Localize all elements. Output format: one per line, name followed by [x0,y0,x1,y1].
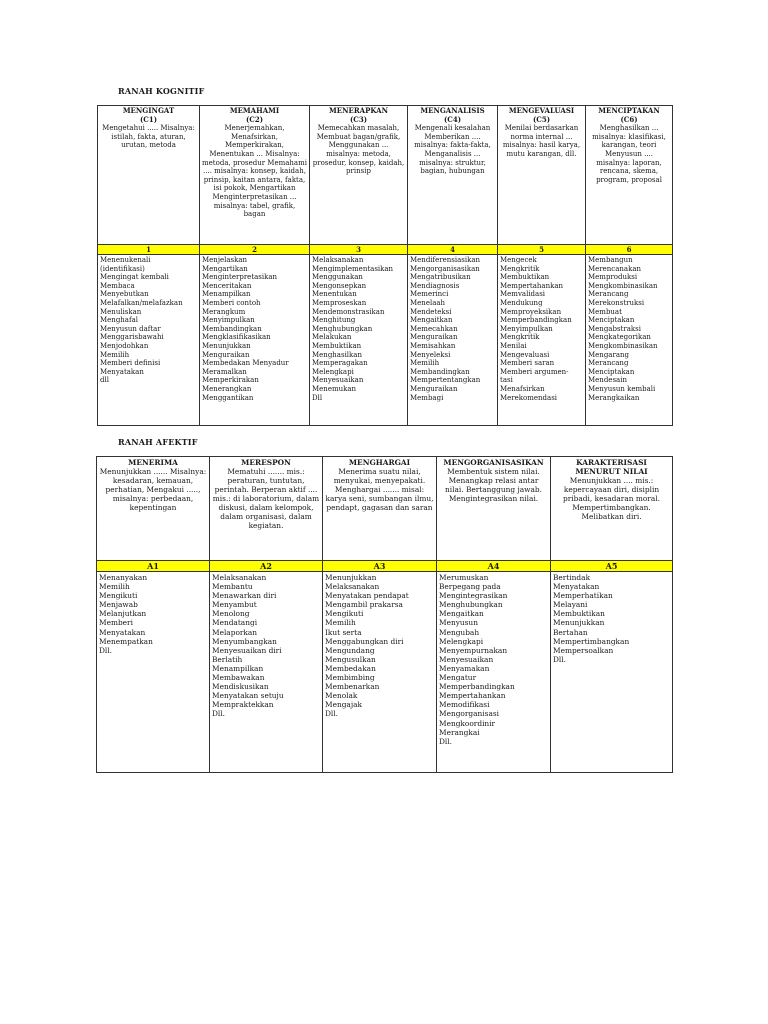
verb-item: Mengevaluasi [500,350,550,359]
verb-item: Menjawab [99,600,138,610]
verb-item: Mengaitkan [439,609,484,619]
verb-item: Memberi contoh [202,298,261,307]
column-header-5 [498,106,586,245]
verb-item: Mengambil prakarsa [325,600,403,610]
verb-item: Memperkirakan [202,376,259,385]
verb-item: Menyesuaikan diri [212,645,282,655]
verb-item: Menguraikan [202,350,250,359]
verb-item: Mendiskusikan [212,682,269,692]
verb-item: Membandingkan [202,324,262,333]
verb-list [310,255,408,426]
level-label: 1 [98,245,200,255]
verb-item: Mengkoordinir [439,718,496,728]
verb-item: Mengorganisasi [439,709,500,719]
verb-item: Menyusun [439,618,478,628]
verb-item: Membawakan [212,673,265,683]
verb-item: Membedakan Menyadur [202,359,289,368]
afektif-table [96,456,673,773]
verb-item: Menyimpulkan [202,316,255,325]
verb-item: Menginterpretasikan [202,273,278,282]
verb-item: Memproyeksikan [500,307,562,316]
verb-item: Menghafal [100,316,138,325]
column-description: Menerima suatu nilai, menyukai, menyepakati. Menghargai ....... misal: karya seni, sumbangan ilmu, pendapt, gagasan dan saran [325,467,434,512]
verb-item: Membaca [100,281,135,290]
verb-item: Mendiagnosis [410,281,460,290]
kognitif-title: RANAH KOGNITIF [118,86,205,96]
verb-item: Menunjukkan [202,341,251,350]
level-label: A1 [97,561,210,572]
verb-list [98,255,200,426]
verb-item: Memilih [99,582,130,592]
verb-item: Dll. [99,645,113,655]
level-label: A4 [437,561,551,572]
verb-item: Mengusulkan [325,654,376,664]
verb-item: Melengkapi [439,636,484,646]
verb-item: Menguraikan [410,384,458,393]
verb-item: Memperbandingkan [439,682,515,692]
verb-list [408,255,498,426]
verb-item: Menciptakan [588,367,635,376]
level-label: 5 [498,245,586,255]
verb-item: Mendatangi [212,618,258,628]
verb-item: Menyeleksi [410,350,451,359]
column-description: Menunjukkan ...... Misalnya: kesadaran, kemauan, perhatian, Mengakui ....., misalnya: perbedaan, kepentingan [99,467,207,512]
verb-item: Dll. [325,709,339,719]
verb-item: Mempertahankan [500,281,564,290]
verb-item: Memvalidasi [500,290,546,299]
column-header-6 [586,106,673,245]
verb-item: Memproseskan [312,298,367,307]
verb-item: Mengikuti [99,591,138,601]
kognitif-verb-row [98,255,673,426]
verb-item: Menguraikan [410,333,458,342]
verb-item: Melayani [553,600,588,610]
verb-item: Membuat [588,307,622,316]
verb-item: Memisahkan [410,341,456,350]
verb-item: Mengkategorikan [588,333,651,342]
verb-item: Mengkritik [500,333,540,342]
verb-item: Menghitung [312,316,356,325]
verb-item: Mengundang [325,645,375,655]
verb-item: Melanjutkan [99,609,147,619]
column-header-1 [98,106,200,245]
verb-item: Menyatakan [100,367,144,376]
column-header-1 [97,457,210,561]
verb-item: Memberi argumen- [500,367,569,376]
column-code: (C1) [139,114,158,124]
verb-item: Menyumbangkan [212,636,277,646]
verb-item: Menolak [325,691,358,701]
level-label: A5 [551,561,673,572]
verb-item: Membagi [410,393,444,402]
verb-item: Merancang [588,359,629,368]
verb-item: Mengonsepkan [312,281,367,290]
verb-item: Menyatakan [553,582,600,592]
verb-item: Mengkombinasikan [588,341,658,350]
verb-item: Menyesuaikan [439,654,494,664]
column-name: MEMAHAMI [229,106,280,115]
verb-item: Dll. [553,654,567,664]
verb-list [323,572,437,773]
verb-item: Menyamakan [439,663,490,673]
column-name: MENGINGAT [122,106,175,115]
column-header-2 [200,106,310,245]
verb-item: dll [100,376,109,385]
verb-item: Membedakan [325,663,376,673]
verb-item: Mengimplementasikan [312,264,394,273]
afektif-header-row [97,457,673,561]
verb-item: Memecahkan [410,324,458,333]
verb-item: Mengatur [439,673,477,683]
column-code: (C3) [349,114,368,124]
verb-item: Mempertentangkan [410,376,481,385]
verb-item: Mengatribusikan [410,273,471,282]
verb-item: Berpegang pada [439,582,501,592]
verb-item: Menuliskan [100,307,142,316]
verb-item: Menghubungkan [312,324,373,333]
verb-item: Mempraktekkan [212,700,274,710]
verb-item: Menyesuaikan [312,376,364,385]
verb-item: Bertahan [553,627,588,637]
verb-item: Berlatih [212,654,243,664]
verb-item: Menyebutkan [100,290,149,299]
verb-list [437,572,551,773]
verb-item: Menyusun kembali [588,384,656,393]
verb-list [551,572,673,773]
verb-item: Menafsirkan [500,384,545,393]
afektif-level-row [97,561,673,572]
verb-item: Melaporkan [212,627,258,637]
verb-item: Menjelaskan [202,256,248,264]
column-description: Menghasilkan ... misalnya: klasifikasi, karangan, teori Menyusun .... misalnya: laporan, rencana, skema, program, proposal [592,124,666,184]
verb-item: Merancang [588,290,629,299]
column-description: Mematuhi ....... mis.: peraturan, tuntutan, perintah. Berperan aktif .... mis.: di laboratorium, dalam diskusi, dalam kelompok, dalam organisasi, dalam kegiatan. [212,467,320,530]
verb-item: Menolong [212,609,250,619]
verb-item: Mendemonstrasikan [312,307,385,316]
verb-item: Menggabungkan diri [325,636,404,646]
verb-item: Menenukenali [100,256,151,264]
verb-item: Memproduksi [588,273,638,282]
verb-item: Dll. [439,736,453,746]
verb-item: Mengkombinasikan [588,281,658,290]
verb-item: Memodifikasi [439,700,490,710]
verb-item: Menyatakan pendapat [325,591,409,601]
verb-item: Mengklasifikasikan [202,333,271,342]
verb-item: Mempertimbangkan [553,636,630,646]
verb-item: Menilai [500,341,527,350]
verb-item: Menemukan [312,384,357,393]
column-description: Memecahkan masalah, Membuat bagan/grafik, Menggunakan ... misalnya: metoda, prosedur, konsep, kaidah, prinsip [312,124,405,176]
column-header-4 [408,106,498,245]
verb-item: Menawarkan diri [212,591,277,601]
verb-item: Menelaah [410,298,446,307]
verb-item: Membimbing [325,673,375,683]
verb-item: Menerangkan [202,384,252,393]
column-name: MENGHARGAI [348,458,411,467]
verb-item: Menunjukkan [325,573,377,582]
verb-list [200,255,310,426]
verb-item: Bertindak [553,573,591,582]
verb-item: Meramalkan [202,367,247,376]
verb-item: Menampilkan [202,290,251,299]
verb-list [498,255,586,426]
verb-item: Memberi [99,618,133,628]
verb-item: Memerinci [410,290,449,299]
verb-item: Mempertahankan [439,691,506,701]
verb-item: Mengkritik [500,264,540,273]
verb-item: Menghasilkan [312,350,362,359]
verb-item: Menceritakan [202,281,252,290]
column-code: (C4) [443,114,462,124]
verb-item: Membenarkan [325,682,380,692]
column-header-3 [323,457,437,561]
verb-item: Merumuskan [439,573,489,582]
column-name: MENERAPKAN [329,106,388,115]
column-header-4 [437,457,551,561]
column-description: Menunjukkan .... mis.: kepercayaan diri, disiplin pribadi, kesadaran moral. Mempertimbangkan. Melibatkan diri. [563,476,660,521]
verb-item: Memperbandingkan [500,316,572,325]
verb-item: Dll [312,393,323,402]
verb-item: Memperagakan [312,359,368,368]
verb-item: Membantu [212,582,253,592]
verb-item: Melaksanakan [325,582,380,592]
verb-item: Ikut serta [325,627,362,637]
verb-item: Membangun [588,256,633,264]
verb-item: Mengingat kembali [100,273,169,282]
verb-item: Menyatakan setuju [212,691,284,701]
verb-item: Mendiferensiasikan [410,256,481,264]
verb-list [210,572,323,773]
level-label: 3 [310,245,408,255]
verb-item: Mengecek [500,256,537,264]
verb-item: Menyempurnakan [439,645,508,655]
verb-item: Menyambut [212,600,257,610]
verb-item: Merangkai [439,727,480,737]
afektif-title: RANAH AFEKTIF [118,437,198,447]
verb-item: Menunjukkan [553,618,605,628]
verb-item: Melakukan [312,333,352,342]
verb-item: Mendesain [588,376,627,385]
level-label: 4 [408,245,498,255]
level-label: 2 [200,245,310,255]
column-description: Mengetahui ..... Misalnya: istilah, fakta, aturan, urutan, metoda [102,124,195,150]
verb-item: Mengartikan [202,264,248,273]
column-name: KARAKTERISASI MENURUT NILAI [575,458,648,476]
verb-item: Menggarisbawahi [100,333,164,342]
verb-item: Membuktikan [312,341,362,350]
verb-item: Dll. [212,709,226,719]
column-name: MENGEVALUASI [508,106,575,115]
column-name: MERESPON [241,458,291,467]
column-header-5 [551,457,673,561]
verb-list [586,255,673,426]
verb-item: Menghubungkan [439,600,503,610]
verb-item: Melafalkan/melafazkan [100,298,183,307]
verb-item: Mendukung [500,298,543,307]
verb-item: Menggunakan [312,273,363,282]
verb-item: tasi [500,376,513,385]
verb-item: Merekomendasi [500,393,558,402]
verb-item: Mengubah [439,627,480,637]
column-code: (C5) [532,114,551,124]
verb-item: Mengintegrasikan [439,591,508,601]
column-name: MENGORGANISASIKAN [443,458,544,467]
column-description: Membentuk sistem nilai. Menangkap relasi antar nilai. Bertanggung jawab. Mengintegrasikan nilai. [444,467,542,503]
verb-item: Memilih [325,618,356,628]
verb-item: Menciptakan [588,316,635,325]
verb-item: Mengorganisasikan [410,264,480,273]
verb-item: Melaksanakan [312,256,364,264]
verb-item: Menyimpulkan [500,324,553,333]
verb-list [97,572,210,773]
kognitif-table [97,105,673,426]
level-label: A2 [210,561,323,572]
verb-item: Merangkaikan [588,393,640,402]
verb-item: Mengaitkan [410,316,453,325]
verb-item: Menempatkan [99,636,153,646]
verb-item: Memberi saran [500,359,555,368]
verb-item: Mendeteksi [410,307,452,316]
verb-item: Menanyakan [99,573,148,582]
verb-item: Mengabstraksi [588,324,641,333]
column-code: (C6) [620,114,638,124]
verb-item: Menentukan [312,290,357,299]
verb-item: Memberi definisi [100,359,161,368]
level-label: 6 [586,245,673,255]
verb-item: Menjodohkan [100,341,149,350]
column-name: MENGANALISIS [420,106,485,115]
column-header-2 [210,457,323,561]
verb-item: Mengarang [588,350,629,359]
verb-item: Melaksanakan [212,573,267,582]
verb-item: Memilih [100,350,130,359]
verb-item: Menggantikan [202,393,254,402]
verb-item: Membandingkan [410,367,470,376]
column-name: MENERIMA [128,458,178,467]
column-description: Menerjemahkan, Menafsirkan, Memperkirakan, Menentukan ... Misalnya: metoda, prosedur Memahami .... misalnya: konsep, kaidah, prinsip, kaitan antara, fakta, isi pokok, Mengartikan Menginterpretasikan ... misalnya: tabel, grafik, bagan [202,124,307,219]
column-name: MENCIPTAKAN [598,106,660,115]
verb-item: Membuktikan [500,273,550,282]
verb-item: (identifikasi) [100,264,145,273]
verb-item: Memperhatikan [553,591,613,601]
verb-item: Merekonstruksi [588,298,645,307]
verb-item: Menampilkan [212,663,264,673]
afektif-verb-row [97,572,673,773]
column-header-3 [310,106,408,245]
column-description: Mengenali kesalahan Memberikan .... misalnya: fakta-fakta, Menganalisis ... misalnya: struktur, bagian, hubungan [414,124,491,176]
verb-item: Menyusun daftar [100,324,161,333]
verb-item: Mempersoalkan [553,645,614,655]
verb-item: Merangkum [202,307,246,316]
verb-item: Melengkapi [312,367,354,376]
verb-item: Membuktikan [553,609,605,619]
verb-item: Mengajak [325,700,363,710]
kognitif-header-row [98,106,673,245]
level-label: A3 [323,561,437,572]
column-description: Menilai berdasarkan norma internal ... misalnya: hasil karya, mutu karangan, dll. [502,124,581,158]
kognitif-level-row [98,245,673,255]
verb-item: Mengikuti [325,609,364,619]
column-code: (C2) [245,114,264,124]
verb-item: Merencanakan [588,264,642,273]
verb-item: Menyatakan [99,627,146,637]
verb-item: Memilih [410,359,440,368]
